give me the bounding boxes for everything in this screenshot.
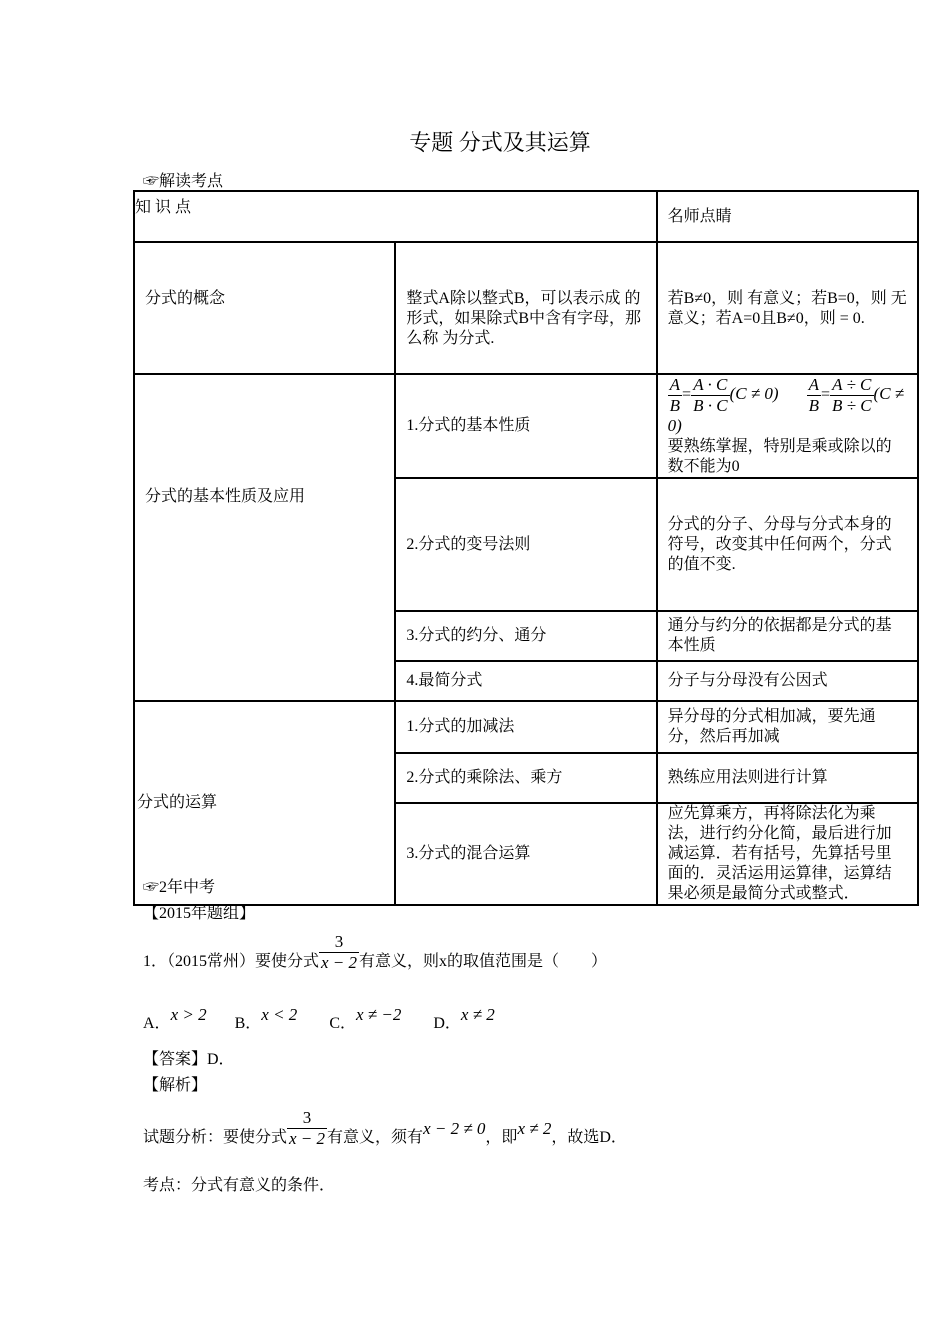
header-knowledge: 知 识 点 [134, 191, 657, 242]
knowledge-point: 3.分式的混合运算 [395, 803, 656, 905]
denominator: B · C [693, 396, 728, 415]
knowledge-point: 3.分式的约分、通分 [395, 611, 656, 661]
option-label: A． [143, 1015, 171, 1032]
analysis-text: 有意义，须有 [327, 1129, 424, 1146]
knowledge-table [133, 190, 919, 906]
option-label: B． [234, 1015, 262, 1032]
knowledge-point: 1.分式的基本性质 [395, 374, 656, 478]
knowledge-point: 2.分式的变号法则 [395, 478, 656, 611]
tip: 分子与分母没有公因式 [657, 661, 918, 701]
numerator: A [669, 375, 681, 394]
formula [668, 375, 682, 416]
option-expr: x > 2 [170, 1005, 207, 1024]
tip: 通分与约分的依据都是分式的基本性质 [657, 611, 918, 661]
option-expr: x < 2 [261, 1005, 298, 1024]
tip: 分式的分子、分母与分式本身的符号，改变其中任何两个，分式的值不变. [657, 478, 918, 611]
tip: $\frac{A}{B}$ = $\frac{A \cdot C}{B \cdot C}$ (C ≠ 0) $\frac{A}{B}$ = $\frac{A \div C}{B \div C}$ (C ≠ 0) 要熟练掌握，特别是乘或除以的数不能为0 [657, 374, 918, 478]
numerator: A [808, 375, 819, 394]
tip: 异分母的分式相加减，要先通分，然后再加减 [657, 701, 918, 753]
table-row [134, 374, 918, 478]
analysis-text: ，故选D． [551, 1129, 627, 1146]
numerator: 3 [319, 932, 359, 953]
topic-label: 分式的概念 [134, 242, 395, 374]
knowledge-point: 2.分式的乘除法、乘方 [395, 753, 656, 803]
condition: (C ≠ 0) [667, 384, 905, 435]
analysis-text: 试题分析：要使分式 [143, 1129, 288, 1146]
header-tips: 名师点睛 [657, 191, 918, 242]
math-expr: x ≠ 2 [517, 1119, 552, 1138]
group-title: 【2015年题组】 [143, 905, 256, 922]
question-text: 有意义，则x的取值范围是（ ） [359, 953, 608, 970]
analysis-title: 【解析】 [143, 1077, 208, 1094]
numerator: A · C [691, 375, 729, 396]
tip: 应先算乘方，再将除法化为乘法，进行约分化简，最后进行加减运算．若有括号，先算括号里面的．灵活运用运算律，运算结果必须是最简分式或整式． [657, 803, 918, 905]
table-row [134, 242, 918, 374]
option-expr: x ≠ 2 [460, 1005, 495, 1024]
topic-label: 分式的运算 [134, 701, 395, 905]
analysis-text: ，即 [485, 1129, 518, 1146]
tip: 若B≠0，则 有意义；若B=0，则 无意义；若A=0且B≠0，则 = 0. [657, 242, 918, 374]
table-header-row [134, 191, 918, 242]
page-title: 专题 分式及其运算 [409, 130, 591, 155]
denominator: B [808, 396, 819, 415]
question-text: 1．（2015常州）要使分式 [143, 953, 320, 970]
math-expr: x − 2 ≠ 0 [423, 1119, 486, 1138]
analysis [143, 1108, 627, 1149]
options [143, 1005, 495, 1033]
denominator: x − 2 [289, 1129, 326, 1148]
topic-label: 分式的基本性质及应用 [134, 374, 395, 701]
tip-text: 要熟练掌握，特别是乘或除以的数不能为0 [667, 438, 892, 475]
option-label: D． [433, 1015, 461, 1032]
kaodian: 考点：分式有意义的条件． [143, 1177, 336, 1194]
condition: (C ≠ 0) [729, 384, 779, 404]
option-label: C． [329, 1015, 356, 1032]
table-row [134, 701, 918, 753]
definition: 整式A除以整式B，可以表示成 的形式，如果除式B中含有字母，那么称 为分式. [395, 242, 656, 374]
knowledge-point: 1.分式的加减法 [395, 701, 656, 753]
numerator: 3 [287, 1108, 327, 1129]
denominator: B [669, 396, 681, 415]
question-1 [143, 932, 607, 973]
denominator: B ÷ C [831, 396, 872, 415]
option-expr: x ≠ −2 [356, 1005, 402, 1024]
numerator: A ÷ C [830, 375, 874, 396]
knowledge-point: 4.最简分式 [395, 661, 656, 701]
answer: 【答案】D． [143, 1051, 235, 1068]
tip: 熟练应用法则进行计算 [657, 753, 918, 803]
section-heading: ☞解读考点 [143, 173, 224, 190]
section-heading: ☞2年中考 [143, 879, 216, 896]
denominator: x − 2 [321, 953, 358, 972]
